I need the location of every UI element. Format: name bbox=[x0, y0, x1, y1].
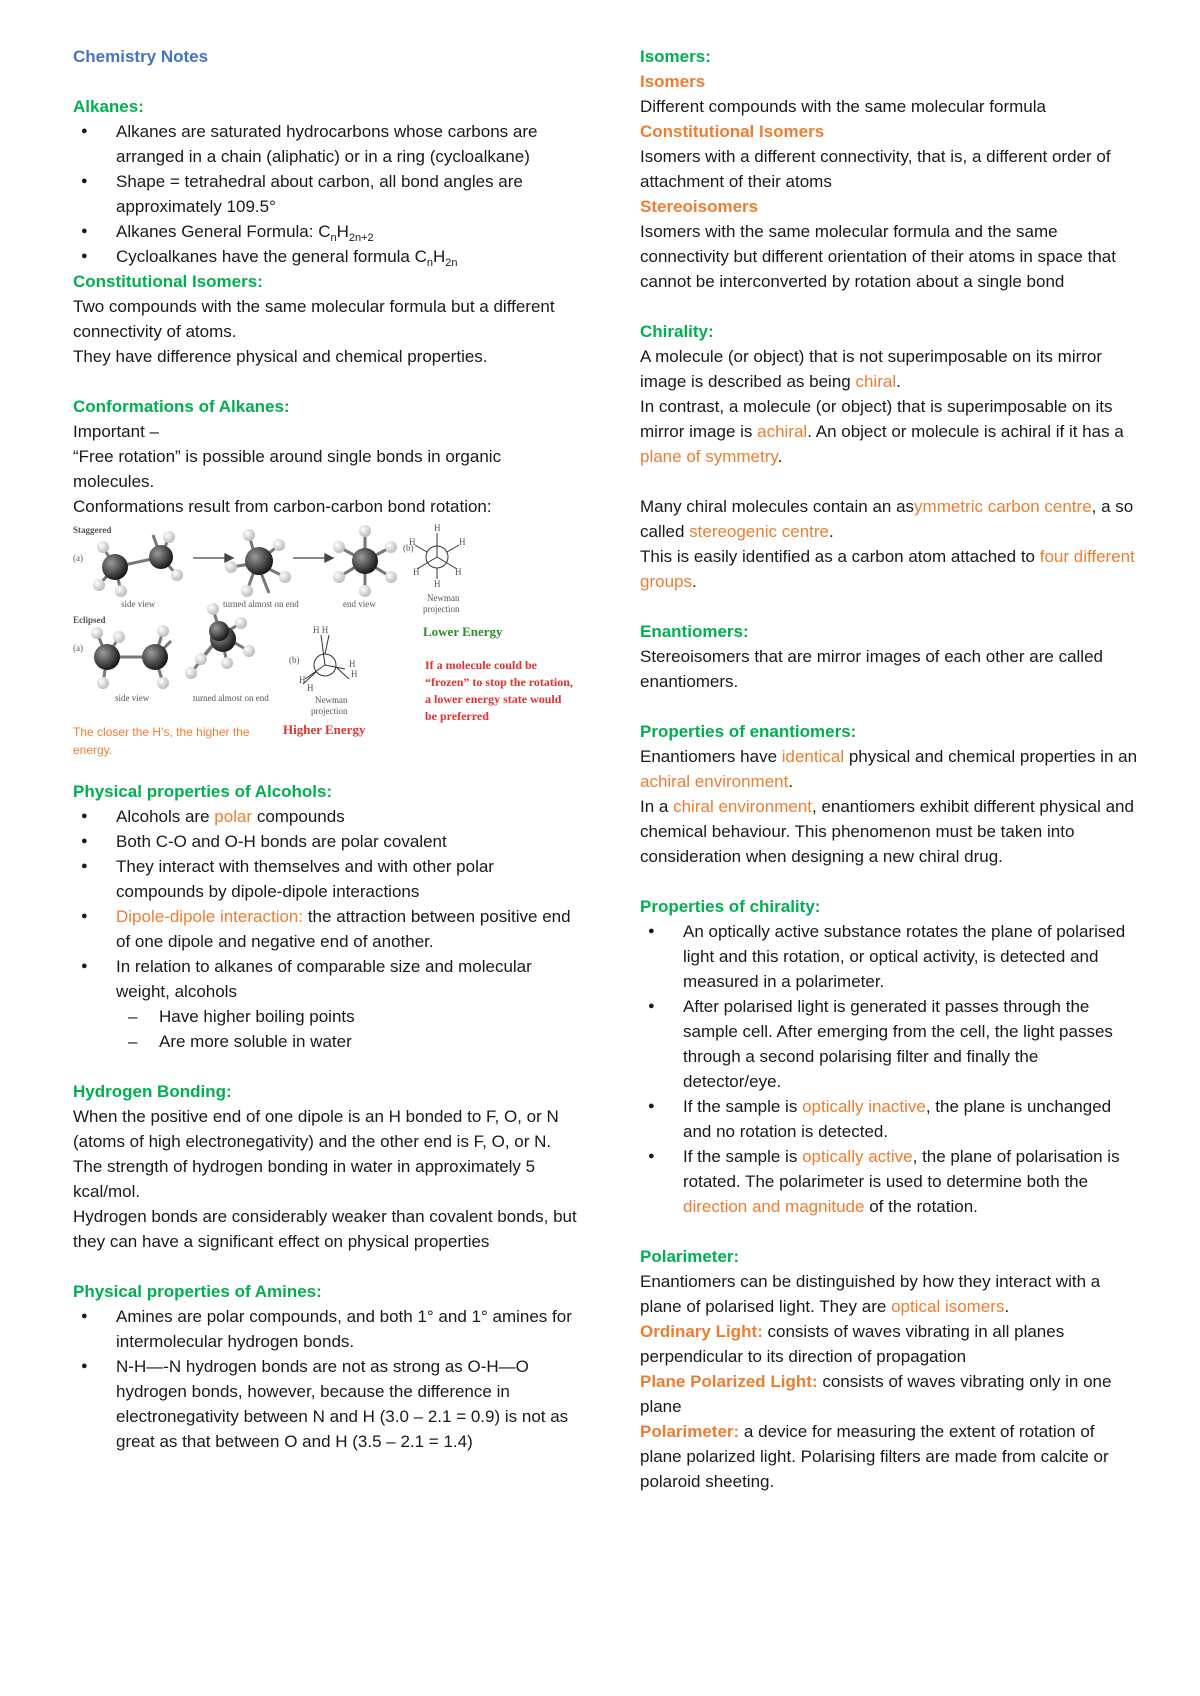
paragraph: Isomers with the same molecular formula and the same connectivity but different orientation of their atoms in space that cannot be interconverted by rotation about a single bond bbox=[640, 222, 1116, 291]
staggered-label: Staggered bbox=[73, 525, 112, 535]
prop-chirality-heading: Properties of chirality: bbox=[640, 897, 821, 916]
formula-text: Alkanes General Formula: C bbox=[116, 222, 331, 241]
subheading: Isomers bbox=[640, 72, 706, 91]
lower-energy-label: Lower Energy bbox=[423, 624, 503, 639]
end-view-label: end view bbox=[343, 599, 376, 609]
subscript: n bbox=[426, 257, 434, 269]
subheading: Constitutional Isomers bbox=[640, 122, 825, 141]
atom-label: H bbox=[349, 659, 356, 669]
projection-label: projection bbox=[311, 706, 348, 716]
paragraph: Important – bbox=[73, 422, 159, 441]
higher-energy-label: Higher Energy bbox=[283, 722, 366, 737]
alkanes-list bbox=[73, 119, 583, 269]
page-title: Chemistry Notes bbox=[73, 47, 209, 66]
constitutional-heading: Constitutional Isomers: bbox=[73, 272, 263, 291]
formula-text: Cycloalkanes have the general formula C bbox=[116, 247, 427, 266]
subheading: Stereoisomers bbox=[640, 197, 759, 216]
paragraph: When the positive end of one dipole is an H bonded to F, O, or N (atoms of high electronegativity) and the other end is F, O, or N. bbox=[73, 1107, 559, 1151]
list-item: ● Amines are polar compounds, and both 1° and 1° amines for intermolecular hydrogen bonds. bbox=[73, 1304, 583, 1354]
side-view-label: side view bbox=[121, 599, 156, 609]
chirality-heading: Chirality: bbox=[640, 322, 714, 341]
paragraph: Two compounds with the same molecular formula but a different connectivity of atoms. bbox=[73, 297, 555, 341]
part-b-label: (b) bbox=[289, 655, 300, 665]
list-item: ● If the sample is optically inactive, the plane is unchanged and no rotation is detected. bbox=[640, 1094, 1140, 1144]
atom-label: H H bbox=[313, 625, 329, 635]
alcohols-sublist bbox=[73, 1004, 583, 1054]
atom-label: H bbox=[434, 523, 441, 533]
paragraph: Ordinary Light: consists of waves vibrating in all planes perpendicular to its direction of propagation bbox=[640, 1322, 1065, 1366]
paragraph: Stereoisomers that are mirror images of each other are called enantiomers. bbox=[640, 647, 1103, 691]
atom-label: H bbox=[434, 579, 441, 589]
list-item: ● Alcohols are polar compounds bbox=[73, 804, 583, 829]
atom-label: H bbox=[455, 567, 462, 577]
alkanes-heading: Alkanes: bbox=[73, 97, 144, 116]
side-view-label: side view bbox=[115, 693, 150, 703]
paragraph: Hydrogen bonds are considerably weaker than covalent bonds, but they can have a significant effect on physical properties bbox=[73, 1207, 577, 1251]
left-column bbox=[73, 44, 583, 1454]
frozen-note: If a molecule could be “frozen” to stop the rotation, a lower energy state would be preferred bbox=[425, 658, 573, 723]
turned-label: turned almost on end bbox=[193, 693, 269, 703]
list-item: ● Dipole-dipole interaction: the attraction between positive end of one dipole and negative end of another. bbox=[73, 904, 583, 954]
conformations-heading: Conformations of Alkanes: bbox=[73, 397, 290, 416]
list-item: ● They interact with themselves and with other polar compounds by dipole-dipole interactions bbox=[73, 854, 583, 904]
paragraph: “Free rotation” is possible around single bonds in organic molecules. bbox=[73, 447, 502, 491]
prop-enantiomers-heading: Properties of enantiomers: bbox=[640, 722, 857, 741]
eclipsed-label: Eclipsed bbox=[73, 615, 106, 625]
list-item bbox=[73, 244, 583, 269]
newman-label: Newman bbox=[315, 695, 348, 705]
list-item: ● If the sample is optically active, the plane of polarisation is rotated. The polarimeter is used to determine both the direction and magnitude of the rotation. bbox=[640, 1144, 1140, 1219]
conformations-figure bbox=[73, 523, 583, 773]
atom-label: H bbox=[459, 537, 466, 547]
right-column bbox=[640, 44, 1140, 1494]
atom-label: H bbox=[409, 537, 416, 547]
newman-eclipsed-projection bbox=[303, 635, 349, 684]
atom-label: H bbox=[413, 567, 420, 577]
formula-h: H bbox=[433, 247, 446, 266]
paragraph: This is easily identified as a carbon atom attached to four different groups. bbox=[640, 547, 1135, 591]
isomers-heading: Isomers: bbox=[640, 47, 711, 66]
projection-label: projection bbox=[423, 604, 460, 614]
list-item: ● Both C-O and O-H bonds are polar covalent bbox=[73, 829, 583, 854]
list-item: ● An optically active substance rotates the plane of polarised light and this rotation, or optical activity, is detected and measured in a polarimeter. bbox=[640, 919, 1140, 994]
paragraph: Many chiral molecules contain an asymmetric carbon centre, a so called stereogenic centre. bbox=[640, 497, 1134, 541]
chirality-list bbox=[640, 919, 1140, 1219]
paragraph: In a chiral environment, enantiomers exhibit different physical and chemical behaviour. This phenomenon must be taken into consideration when designing a new chiral drug. bbox=[640, 797, 1134, 866]
list-item: ● In relation to alkanes of comparable size and molecular weight, alcohols bbox=[73, 954, 583, 1004]
turned-label: turned almost on end bbox=[223, 599, 299, 609]
paragraph: Different compounds with the same molecular formula bbox=[640, 97, 1046, 116]
closer-note: The closer the H’s, the higher the energy. bbox=[73, 725, 250, 757]
subscript: n bbox=[330, 232, 337, 244]
list-item: – Are more soluble in water bbox=[116, 1029, 583, 1054]
amines-heading: Physical properties of Amines: bbox=[73, 1282, 322, 1301]
alcohols-heading: Physical properties of Alcohols: bbox=[73, 782, 333, 801]
enantiomers-heading: Enantiomers: bbox=[640, 622, 749, 641]
hbond-heading: Hydrogen Bonding: bbox=[73, 1082, 232, 1101]
paragraph: Plane Polarized Light: consists of waves vibrating only in one plane bbox=[640, 1372, 1112, 1416]
paragraph: In contrast, a molecule (or object) that is superimposable on its mirror image is achiral. An object or molecule is achiral if it has a plane of symmetry. bbox=[640, 397, 1124, 466]
paragraph: Isomers with a different connectivity, that is, a different order of attachment of their atoms bbox=[640, 147, 1111, 191]
subscript: 2n+2 bbox=[348, 232, 374, 244]
subscript: 2n bbox=[445, 257, 458, 269]
part-a-label: (a) bbox=[73, 553, 83, 563]
paragraph: Enantiomers can be distinguished by how they interact with a plane of polarised light. They are optical isomers. bbox=[640, 1272, 1101, 1316]
list-item: ● Shape = tetrahedral about carbon, all bond angles are approximately 109.5° bbox=[73, 169, 583, 219]
paragraph: A molecule (or object) that is not superimposable on its mirror image is described as being chiral. bbox=[640, 347, 1103, 391]
part-b-label: (b) bbox=[403, 543, 414, 553]
atom-label: H bbox=[307, 683, 314, 693]
newman-label: Newman bbox=[427, 593, 460, 603]
part-a-label: (a) bbox=[73, 643, 83, 653]
amines-list bbox=[73, 1304, 583, 1454]
paragraph: They have difference physical and chemical properties. bbox=[73, 347, 488, 366]
list-item: ● After polarised light is generated it passes through the sample cell. After emerging from the cell, the light passes through a second polarising filter and finally the detector/eye. bbox=[640, 994, 1140, 1094]
polarimeter-heading: Polarimeter: bbox=[640, 1247, 740, 1266]
list-item: ● N-H—-N hydrogen bonds are not as strong as O-H—O hydrogen bonds, however, because the difference in electronegativity between N and H (3.0 – 2.1 = 0.9) is not as great as that between O and H (3.5 – 2.1 = 1.4) bbox=[73, 1354, 583, 1454]
list-item: – Have higher boiling points bbox=[116, 1004, 583, 1029]
formula-h: H bbox=[336, 222, 349, 241]
alcohols-list bbox=[73, 804, 583, 1004]
newman-staggered-projection bbox=[415, 533, 459, 579]
paragraph: The strength of hydrogen bonding in water in approximately 5 kcal/mol. bbox=[73, 1157, 536, 1201]
atom-label: H bbox=[351, 669, 358, 679]
paragraph: Conformations result from carbon-carbon bond rotation: bbox=[73, 497, 492, 516]
list-item: ● Alkanes are saturated hydrocarbons whose carbons are arranged in a chain (aliphatic) or in a ring (cycloalkane) bbox=[73, 119, 583, 169]
paragraph: Enantiomers have identical physical and chemical properties in an achiral environment. bbox=[640, 747, 1138, 791]
paragraph: Polarimeter: a device for measuring the extent of rotation of plane polarized light. Polarising filters are made from calcite or polaroid sheeting. bbox=[640, 1422, 1109, 1491]
list-item bbox=[73, 219, 583, 244]
atom-label: H bbox=[299, 675, 306, 685]
